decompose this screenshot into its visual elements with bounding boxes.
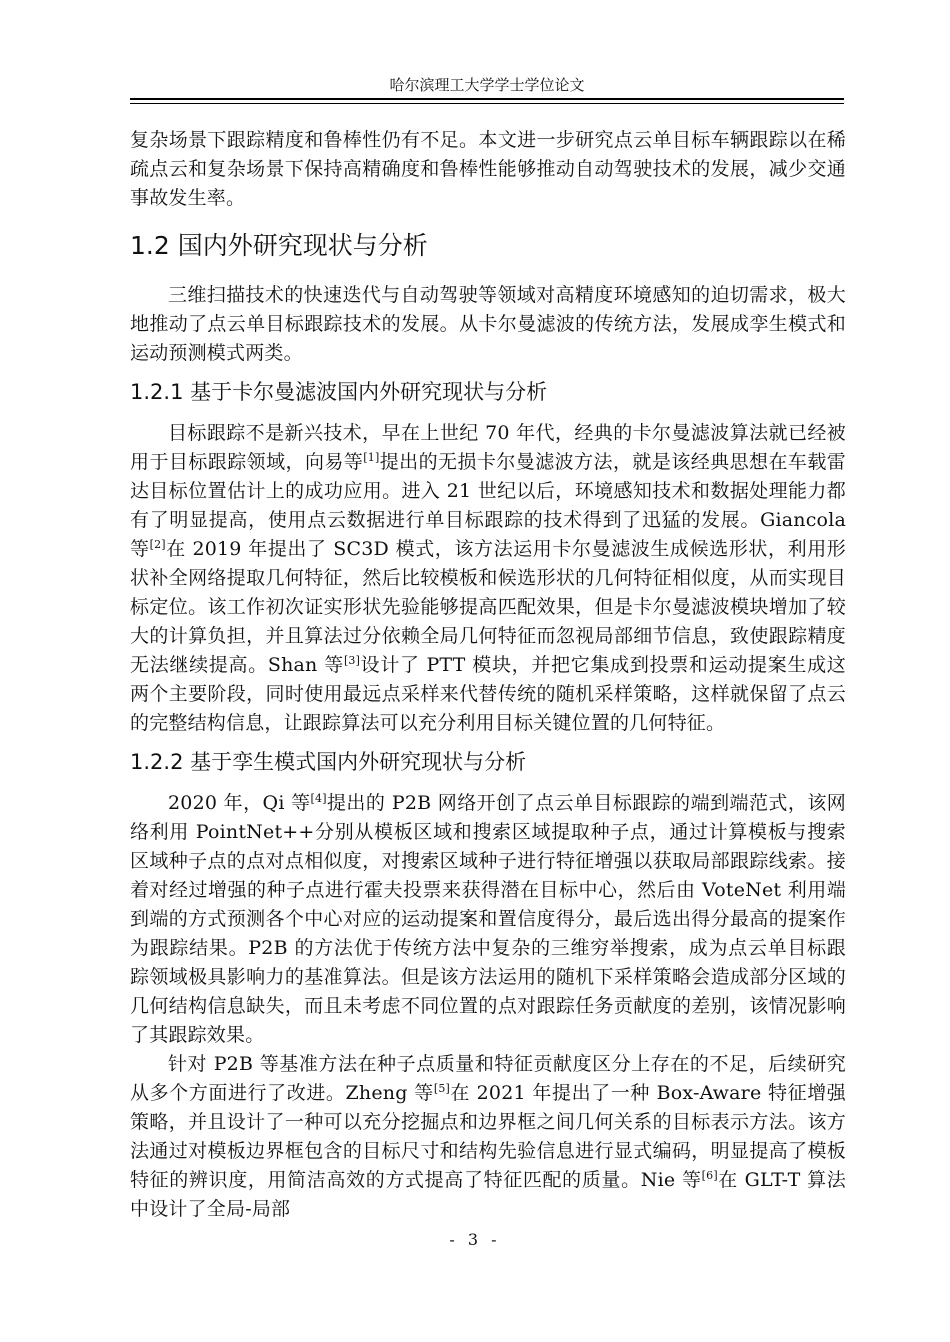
text-run: 设计了 PTT 模块，并把它集成到投票和运动提案生成这两个主要阶段，同时使用最远点采样来代替传统的随机采样策略，这样就保留了点云的完整结构信息，让跟踪算法可以充分利用目标关键位置的几何特征。 <box>130 654 846 734</box>
text-run: 在 GLT-T 算法中设计了全局-局部 <box>130 1169 846 1220</box>
header-rule-thick <box>130 98 844 100</box>
page-number: - 3 - <box>449 1230 501 1249</box>
text-run: 目标跟踪不是新兴技术，早在上世纪 70 年代，经典的卡尔曼滤波算法就已经被用于目标跟踪领域，向易等 <box>130 422 846 473</box>
header-rule-thin <box>130 103 844 104</box>
paragraph-intro: 三维扫描技术的快速迭代与自动驾驶等领域对高精度环境感知的迫切需求，极大地推动了点云单目标跟踪技术的发展。从卡尔曼滤波的传统方法，发展成孪生模式和运动预测模式两类。 <box>130 284 846 364</box>
text-run: 提出的 P2B 网络开创了点云单目标跟踪的端到端范式，该网络利用 PointNet++分别从模板区域和搜索区域提取种子点，通过计算模板与搜索区域种子点的点对点相似度，对搜索区域种子进行特征增强以获取局部跟踪线索。接着对经过增强的种子点进行霍夫投票来获得潜在目标中心，然后由 VoteNet 利用端到端的方式预测各个中心对应的运动提案和置信度得分，最后选出得分最高的提案作为跟踪结果。P2B 的方法优于传统方法中复杂的三维穷举搜索，成为点云单目标跟踪领域极具影响力的基准算法。但是该方法运用的随机下采样策略会造成部分区域的几何结构信息缺失，而且未考虑不同位置的点对跟踪任务贡献度的差别，该情况影响了其跟踪效果。 <box>130 792 846 1046</box>
subsection-heading-1-2-1: 1.2.1 基于卡尔曼滤波国内外研究现状与分析 <box>130 380 548 404</box>
paragraph-kalman <box>130 419 846 738</box>
subsection-heading-1-2-2: 1.2.2 基于孪生模式国内外研究现状与分析 <box>130 750 527 774</box>
section-heading-1-2: 1.2 国内外研究现状与分析 <box>130 231 428 260</box>
page-header: 哈尔滨理工大学学士学位论文 <box>389 76 585 94</box>
paragraph-improvements <box>130 1050 846 1224</box>
paragraph-siamese <box>130 789 846 1050</box>
page-body <box>130 126 846 1224</box>
text-run: 针对 P2B 等基准方法在种子点质量和特征贡献度区分上存在的不足，后续研究从多个方面进行了改进。Zheng 等 <box>130 1053 846 1104</box>
text-run: 2020 年，Qi 等 <box>168 792 311 814</box>
citation-ref[interactable]: [2] <box>149 538 166 551</box>
citation-ref[interactable]: [3] <box>343 654 361 667</box>
text-run: 在 2019 年提出了 SC3D 模式，该方法运用卡尔曼滤波生成候选形状，利用形状补全网络提取几何特征，然后比较模板和候选形状的几何特征相似度，从而实现目标定位。该工作初次证实形状先验能够提高匹配效果，但是卡尔曼滤波模块增加了较大的计算负担，并且算法过分依赖全局几何特征而忽视局部细节信息，致使跟踪精度无法继续提高。Shan 等 <box>130 538 847 676</box>
citation-ref[interactable]: [6] <box>701 1169 718 1182</box>
text-run: 提出的无损卡尔曼滤波方法，就是该经典思想在车载雷达目标位置估计上的成功应用。进入 21 世纪以后，环境感知技术和数据处理能力都有了明显提高，使用点云数据进行单目标跟踪的技术得到了迅猛的发展。Giancola 等 <box>130 451 846 560</box>
paragraph-continuation: 复杂场景下跟踪精度和鲁棒性仍有不足。本文进一步研究点云单目标车辆跟踪以在稀疏点云和复杂场景下保持高精确度和鲁棒性能够推动自动驾驶技术的发展，减少交通事故发生率。 <box>130 129 846 209</box>
citation-ref[interactable]: [4] <box>310 792 327 805</box>
citation-ref[interactable]: [5] <box>433 1082 451 1095</box>
citation-ref[interactable]: [1] <box>363 451 380 464</box>
text-run: 在 2021 年提出了一种 Box-Aware 特征增强策略，并且设计了一种可以充分挖掘点和边界框之间几何关系的目标表示方法。该方法通过对模板边界框包含的目标尺寸和结构先验信息进行显式编码，明显提高了模板特征的辨识度，用简洁高效的方式提高了特征匹配的质量。Nie 等 <box>130 1082 846 1191</box>
